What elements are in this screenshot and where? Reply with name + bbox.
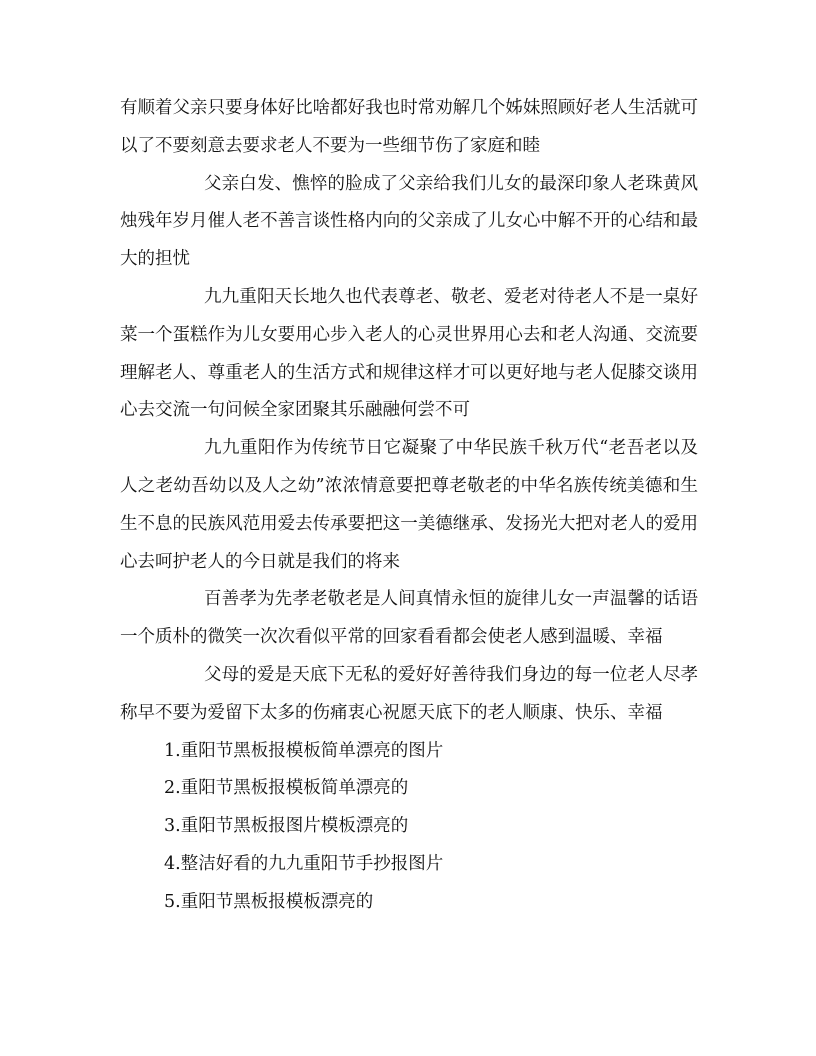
list-item: 3.重阳节黑板报图片模板漂亮的 [164, 816, 409, 837]
list-item: 2.重阳节黑板报模板简单漂亮的 [164, 778, 409, 799]
list-item: 1.重阳节黑板报模板简单漂亮的图片 [164, 740, 444, 761]
list-item: 4.整洁好看的九九重阳节手抄报图片 [164, 853, 444, 874]
list-item: 5.重阳节黑板报模板漂亮的 [164, 891, 374, 912]
paragraph-2: 父亲白发、憔悴的脸成了父亲给我们儿女的最深印象人老珠黄风烛残年岁月催人老不善言谈性格内向的父亲成了儿女心中解不开的心结和最大的担忧 [120, 173, 698, 270]
paragraph-3: 九九重阳天长地久也代表尊老、敬老、爱老对待老人不是一桌好菜一个蛋糕作为儿女要用心步入老人的心灵世界用心去和老人沟通、交流要理解老人、尊重老人的生活方式和规律这样才可以更好地与老人促膝交谈用心去交流一句问候全家团聚其乐融融何尝不可 [120, 286, 698, 421]
related-links-list [120, 733, 698, 922]
paragraph-1: 有顺着父亲只要身体好比啥都好我也时常劝解几个姊妹照顾好老人生活就可以了不要刻意去要求老人不要为一些细节伤了家庭和睦 [120, 98, 698, 156]
paragraph-6: 父母的爱是天底下无私的爱好好善待我们身边的每一位老人尽孝称早不要为爱留下太多的伤痛衷心祝愿天底下的老人顺康、快乐、幸福 [120, 664, 698, 723]
paragraph-5: 百善孝为先孝老敬老是人间真情永恒的旋律儿女一声温馨的话语一个质朴的微笑一次次看似平常的回家看看都会使老人感到温暖、幸福 [120, 589, 698, 648]
document-page [120, 90, 698, 922]
paragraph-4: 九九重阳作为传统节日它凝聚了中华民族千秋万代“老吾老以及人之老幼吾幼以及人之幼”浓浓情意要把尊老敬老的中华名族传统美德和生生不息的民族风范用爱去传承要把这一美德继承、发扬光大把对老人的爱用心去呵护老人的今日就是我们的将来 [120, 438, 698, 572]
